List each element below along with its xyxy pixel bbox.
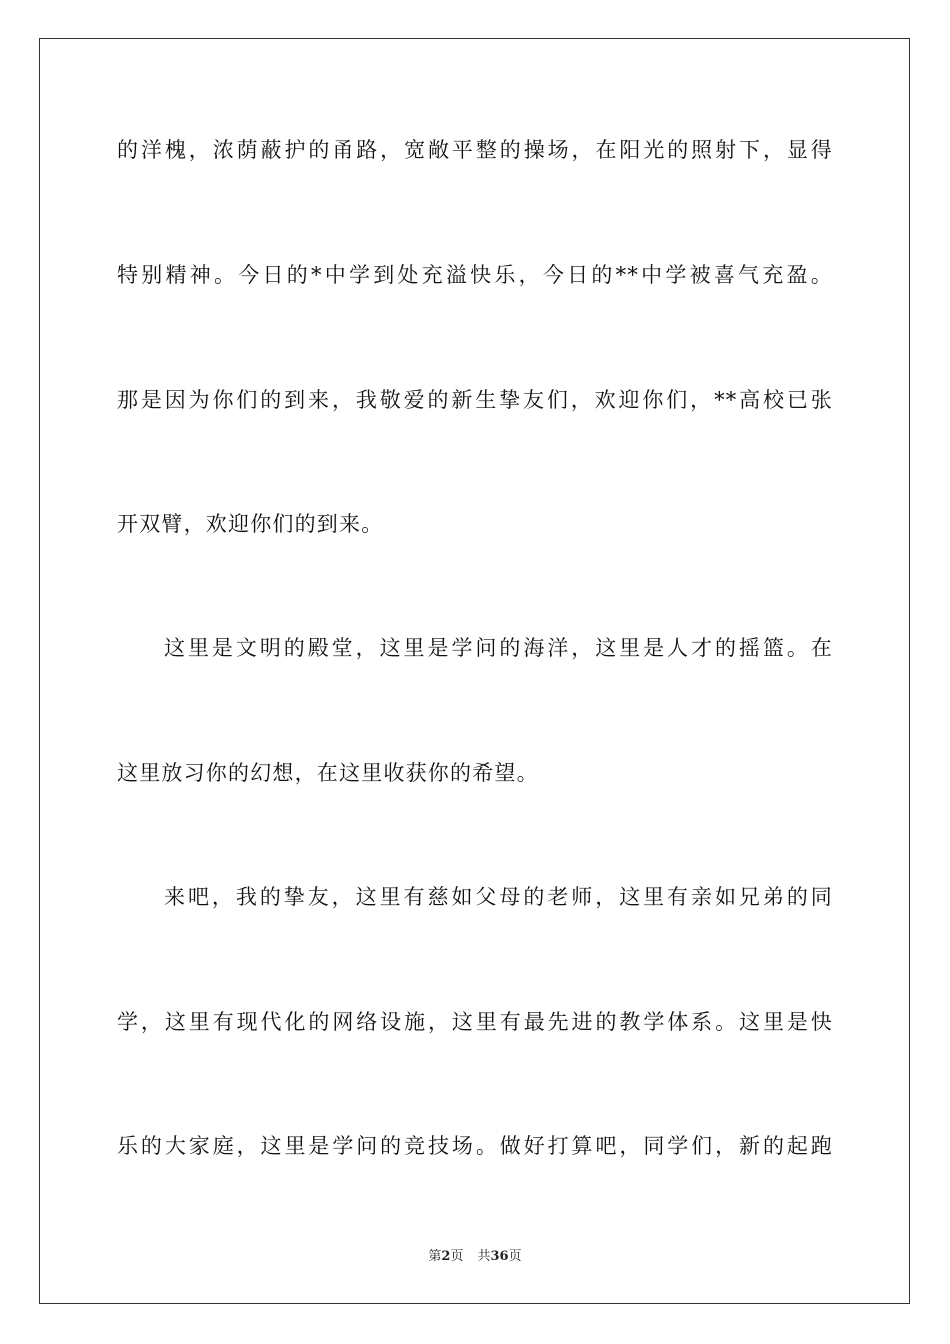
text-line: 开双臂，欢迎你们的到来。 <box>117 512 384 536</box>
total-pages: 36 <box>490 1249 509 1264</box>
page-border <box>39 38 910 1304</box>
paragraph-first-line: 这里是文明的殿堂，这里是学问的海洋，这里是人才的摇篮。在 <box>164 636 833 660</box>
total-suffix: 页 <box>508 1249 522 1264</box>
text-line: 那是因为你们的到来，我敬爱的新生挚友们，欢迎你们，**高校已张 <box>117 388 833 412</box>
page-prefix: 第 <box>428 1249 442 1264</box>
page-suffix: 页 <box>450 1249 464 1264</box>
text-line: 的洋槐，浓荫蔽护的甬路，宽敞平整的操场，在阳光的照射下，显得 <box>117 138 833 162</box>
text-line: 这里放习你的幻想，在这里收获你的希望。 <box>117 761 539 785</box>
page-number: 2 <box>441 1249 451 1264</box>
text-line: 特别精神。今日的*中学到处充溢快乐，今日的**中学被喜气充盈。 <box>117 263 833 287</box>
paragraph-first-line: 来吧，我的挚友，这里有慈如父母的老师，这里有亲如兄弟的同 <box>164 885 833 909</box>
total-prefix: 共 <box>477 1249 491 1264</box>
text-line: 乐的大家庭，这里是学问的竞技场。做好打算吧，同学们，新的起跑 <box>117 1134 833 1158</box>
text-line: 学，这里有现代化的网络设施，这里有最先进的教学体系。这里是快 <box>117 1010 833 1034</box>
page-footer <box>0 1248 950 1266</box>
